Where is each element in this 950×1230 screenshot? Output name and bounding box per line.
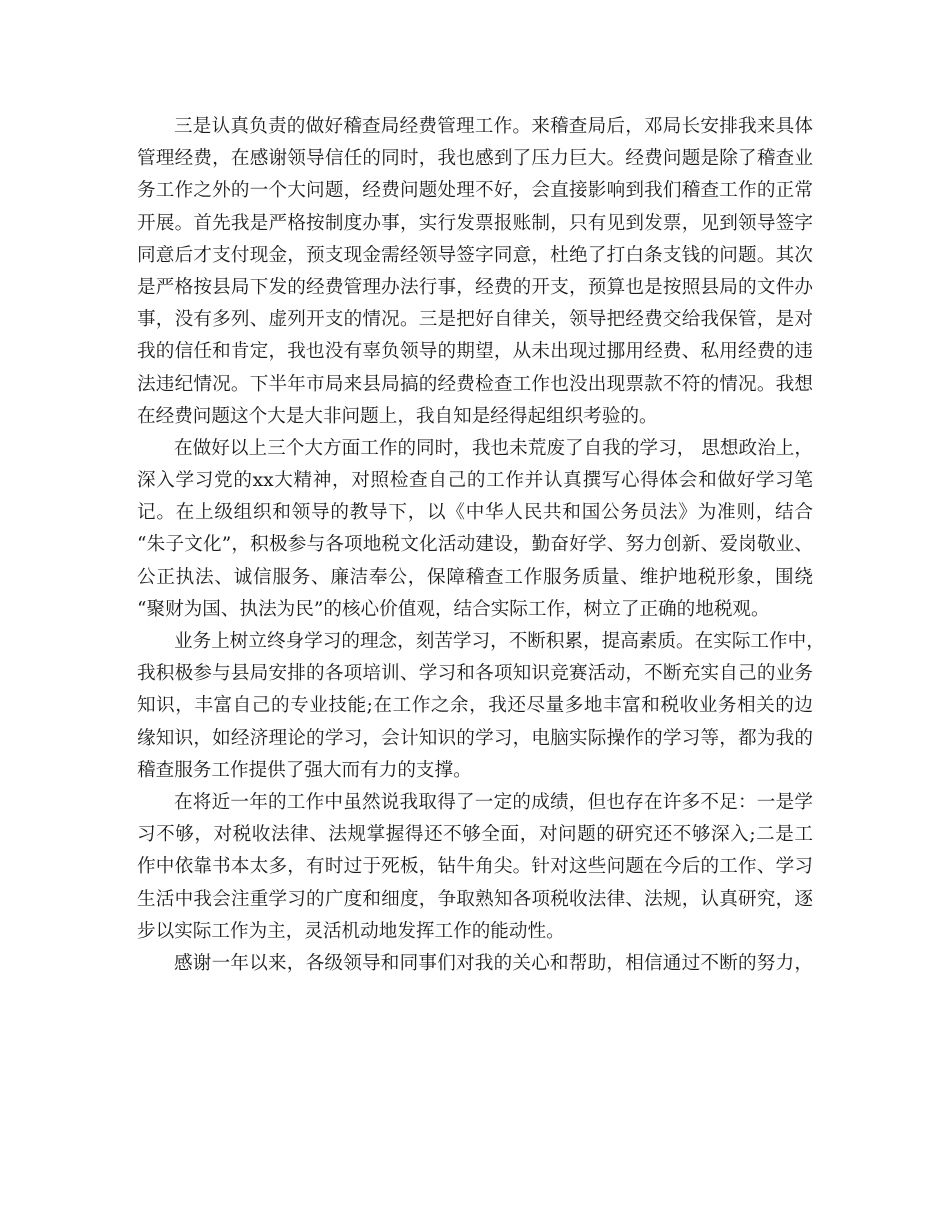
text-line: 我的信任和肯定，我也没有辜负领导的期望，从未出现过挪用经费、私用经费的违 [137, 341, 813, 363]
text-line: 法违纪情况。下半年市局来县局搞的经费检查工作也没出现票款不符的情况。我想 [137, 373, 813, 395]
text-line: 习不够，对税收法律、法规掌握得还不够全面，对问题的研究还不够深入;二是工 [137, 824, 813, 846]
text-line: 务工作之外的一个大问题，经费问题处理不好，会直接影响到我们稽查工作的正常 [137, 180, 813, 202]
text-line: 是严格按县局下发的经费管理办法行事，经费的开支，预算也是按照县局的文件办 [137, 276, 813, 298]
text-line: 公正执法、诚信服务、廉洁奉公，保障稽查工作服务质量、维护地税形象，围绕 [137, 566, 813, 588]
text-line: 深入学习党的xx大精神，对照检查自己的工作并认真撰写心得体会和做好学习笔 [137, 470, 813, 492]
text-line: 作中依靠书本太多，有时过于死板，钻牛角尖。针对这些问题在今后的工作、学习 [137, 856, 813, 878]
paragraph [137, 433, 813, 626]
paragraph [137, 111, 813, 433]
text-line: 步以实际工作为主，灵活机动地发挥工作的能动性。 [137, 920, 565, 942]
text-line: 知识，丰富自己的专业技能;在工作之余，我还尽量多地丰富和税收业务相关的边 [137, 695, 813, 717]
text-line: 在经费问题这个大是大非问题上，我自知是经得起组织考验的。 [137, 405, 658, 427]
text-line: 生活中我会注重学习的广度和细度，争取熟知各项税收法律、法规，认真研究，逐 [137, 888, 813, 910]
text-line: 在做好以上三个大方面工作的同时，我也未荒废了自我的学习， 思想政治上， [174, 437, 813, 459]
text-line: 三是认真负责的做好稽查局经费管理工作。来稽查局后，邓局长安排我来具体 [174, 116, 813, 137]
paragraph [137, 948, 813, 980]
text-line: 在将近一年的工作中虽然说我取得了一定的成绩，但也存在许多不足：一是学 [174, 791, 813, 813]
text-line: “聚财为国、执法为民”的核心价值观，结合实际工作，树立了正确的地税观。 [137, 598, 770, 620]
text-line: 缘知识，如经济理论的学习，会计知识的学习，电脑实际操作的学习等，都为我的 [137, 727, 813, 749]
text-line: 稽查服务工作提供了强大而有力的支撑。 [137, 759, 472, 781]
text-line: “朱子文化”，积极参与各项地税文化活动建设，勤奋好学、努力创新、爱岗敬业、 [137, 534, 813, 556]
text-line: 同意后才支付现金，预支现金需经领导签字同意，杜绝了打白条支钱的问题。其次 [137, 244, 813, 266]
text-line: 记。在上级组织和领导的教导下，以《中华人民共和国公务员法》为准则，结合 [137, 502, 813, 524]
paragraph [137, 626, 825, 787]
text-line: 感谢一年以来，各级领导和同事们对我的关心和帮助，相信通过不断的努力， [174, 952, 813, 974]
text-line: 业务上树立终身学习的理念，刻苦学习，不断积累，提高素质。在实际工作中， [174, 631, 825, 652]
text-line: 事，没有多列、虚列开支的情况。三是把好自律关，领导把经费交给我保管，是对 [137, 309, 813, 331]
text-line: 管理经费，在感谢领导信任的同时，我也感到了压力巨大。经费问题是除了稽查业 [137, 148, 813, 170]
text-line: 开展。首先我是严格按制度办事，实行发票报账制，只有见到发票，见到领导签字 [137, 212, 813, 234]
text-line: 我积极参与县局安排的各项培训、学习和各项知识竞赛活动，不断充实自己的业务 [137, 663, 813, 685]
document-body [137, 111, 825, 980]
paragraph [137, 787, 813, 948]
